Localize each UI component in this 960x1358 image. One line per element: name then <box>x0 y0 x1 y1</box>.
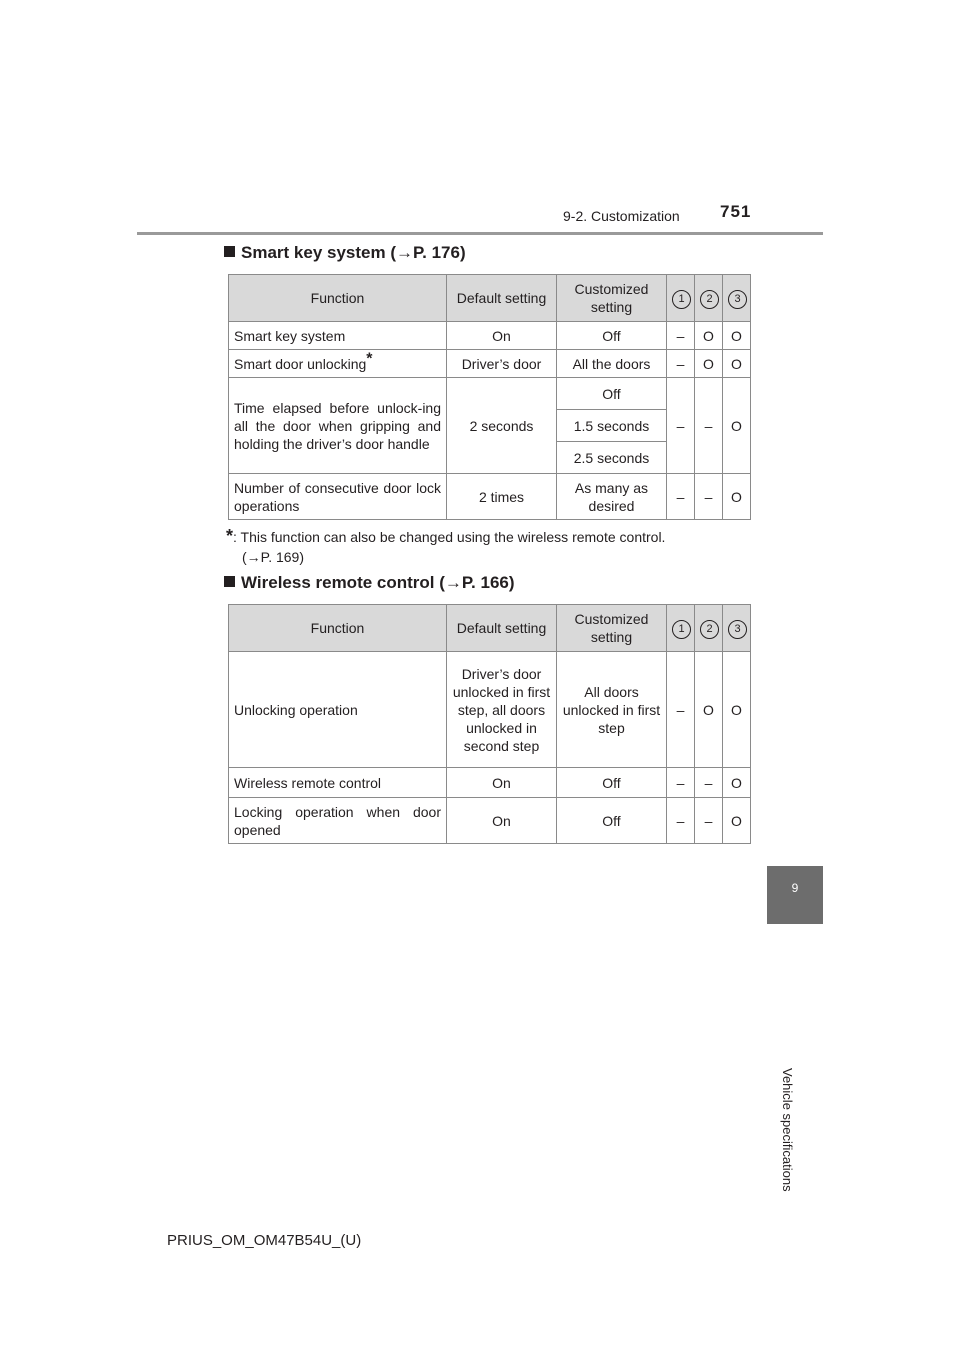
section-smart-key-title <box>224 243 466 263</box>
default-cell: Driver’s door unlocked in first step, all doors unlocked in second step <box>447 652 557 768</box>
flag-cell: – <box>695 474 723 520</box>
chapter-tab[interactable]: 9 <box>767 866 823 924</box>
flag-cell: O <box>723 768 751 798</box>
function-text: Smart door unlocking <box>234 355 367 372</box>
column-header: Default setting <box>447 605 557 652</box>
header-rule <box>137 232 823 235</box>
footer-document-code: PRIUS_OM_OM47B54U_(U) <box>167 1232 362 1249</box>
function-cell: Locking operation when door opened <box>229 798 447 844</box>
custom-option-cell: 2.5 seconds <box>557 442 667 474</box>
custom-cell: All doors unlocked in first step <box>557 652 667 768</box>
flag-cell: O <box>723 474 751 520</box>
wireless-remote-table <box>228 604 751 844</box>
footnote-text: : This function can also be changed using the wireless remote control. <box>233 529 666 545</box>
custom-cell: As many as desired <box>557 474 667 520</box>
section-title-text: Wireless remote control ( <box>241 573 445 592</box>
default-cell: On <box>447 322 557 350</box>
table-row <box>229 474 751 520</box>
header-section-title: 9-2. Customization <box>563 208 680 224</box>
circled-number-1: 1 <box>672 290 691 309</box>
default-cell: On <box>447 768 557 798</box>
table-row <box>229 798 751 844</box>
flag-cell: O <box>723 322 751 350</box>
section-title-text: Smart key system ( <box>241 243 396 262</box>
footnote-marker: * <box>366 349 373 367</box>
table-row <box>229 378 751 410</box>
flag-cell: – <box>695 798 723 844</box>
column-header: Function <box>229 605 447 652</box>
table-row <box>229 768 751 798</box>
page-reference-link[interactable]: P. 166) <box>461 573 515 592</box>
custom-cell: Off <box>557 768 667 798</box>
custom-cell: Off <box>557 798 667 844</box>
page-reference-link[interactable]: P. 176) <box>412 243 466 262</box>
circled-number-1: 1 <box>672 620 691 639</box>
flag-cell: – <box>667 768 695 798</box>
circled-number-3: 3 <box>728 290 747 309</box>
custom-option-cell: Off <box>557 378 667 410</box>
square-bullet-icon <box>224 576 235 587</box>
flag-cell: O <box>695 652 723 768</box>
function-cell: Unlocking operation <box>229 652 447 768</box>
footnote <box>226 526 665 567</box>
flag-cell: O <box>723 652 751 768</box>
footnote-ref-open: ( <box>242 549 247 565</box>
table-header-row <box>229 605 751 652</box>
flag-cell: O <box>695 350 723 378</box>
flag-cell: – <box>695 378 723 474</box>
arrow-icon: → <box>395 243 413 262</box>
flag-cell: – <box>667 350 695 378</box>
circled-number-2: 2 <box>700 290 719 309</box>
column-header: Function <box>229 275 447 322</box>
default-cell: Driver’s door <box>447 350 557 378</box>
flag-cell: – <box>667 798 695 844</box>
default-cell: 2 seconds <box>447 378 557 474</box>
circled-number-2: 2 <box>700 620 719 639</box>
function-cell <box>229 350 447 378</box>
function-cell: Wireless remote control <box>229 768 447 798</box>
column-header: Customized setting <box>557 275 667 322</box>
flag-cell: – <box>667 474 695 520</box>
custom-cell: All the doors <box>557 350 667 378</box>
table-header-row <box>229 275 751 322</box>
flag-cell: – <box>667 322 695 350</box>
section-wireless-remote-title <box>224 573 515 593</box>
table-row <box>229 322 751 350</box>
function-cell: Number of consecutive door lock operations <box>229 474 447 520</box>
flag-cell: – <box>667 378 695 474</box>
function-cell: Smart key system <box>229 322 447 350</box>
table-row <box>229 652 751 768</box>
flag-cell: O <box>723 378 751 474</box>
default-cell: 2 times <box>447 474 557 520</box>
flag-cell: O <box>723 350 751 378</box>
smart-key-table <box>228 274 751 520</box>
footnote-star: * <box>226 526 234 546</box>
arrow-icon: → <box>444 573 462 592</box>
square-bullet-icon <box>224 246 235 257</box>
page-number: 751 <box>720 202 752 221</box>
flag-cell: O <box>723 798 751 844</box>
arrow-icon: → <box>246 549 261 565</box>
flag-cell: – <box>667 652 695 768</box>
page-reference-link[interactable]: P. 169) <box>260 549 305 565</box>
flag-cell: – <box>695 768 723 798</box>
custom-option-cell: 1.5 seconds <box>557 410 667 442</box>
custom-cell: Off <box>557 322 667 350</box>
chapter-side-label: Vehicle specifications <box>780 1068 795 1192</box>
column-header: Customized setting <box>557 605 667 652</box>
function-cell: Time elapsed before unlock-ing all the door when gripping and holding the driver’s door handle <box>229 378 447 474</box>
column-header: Default setting <box>447 275 557 322</box>
flag-cell: O <box>695 322 723 350</box>
circled-number-3: 3 <box>728 620 747 639</box>
table-row <box>229 350 751 378</box>
default-cell: On <box>447 798 557 844</box>
